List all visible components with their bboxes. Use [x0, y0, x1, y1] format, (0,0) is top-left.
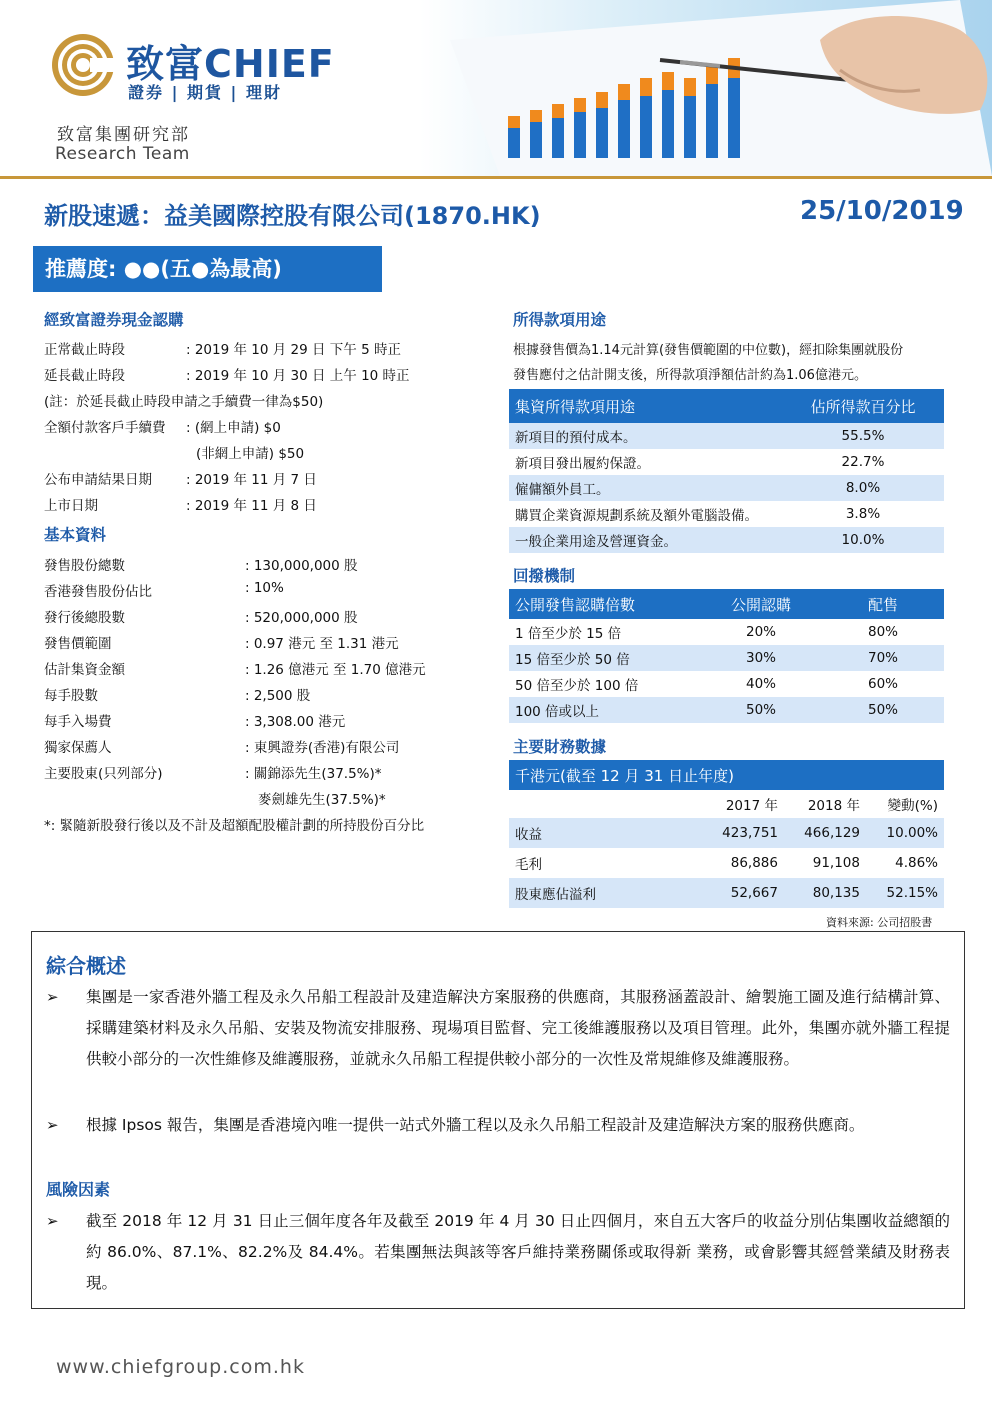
- table-cell: 15 倍至少於 50 倍: [509, 645, 700, 671]
- table-cell: 50 倍至少於 100 倍: [509, 671, 700, 697]
- table-row: [509, 449, 944, 475]
- bullet-arrow-icon: ➢: [46, 1212, 59, 1230]
- row-value: : 東興證券(香港)有限公司: [245, 740, 400, 756]
- table-row: [509, 848, 944, 878]
- table-cell: 86,886: [682, 848, 784, 878]
- table-header-row: [509, 589, 944, 619]
- risk-paragraph: 截至 2018 年 12 月 31 日止三個年度各年及截至 2019 年 4 月 30 日止四個月，來自五大客戶的收益分別佔集團收益總額的約 86.0%、87.1%、82.2%及 84.4%。若集團無法與該等客戶維持業務關係或取得新 業務，或會影響其經營業績及財務表現。: [86, 1212, 950, 1292]
- data-source-note: 資料來源: 公司招股書: [826, 916, 933, 929]
- rating-banner: 推薦度: ●●(五●為最高): [33, 246, 382, 292]
- table-row: [509, 645, 944, 671]
- row-value: : 2019 年 10 月 29 日 下午 5 時正: [186, 342, 401, 358]
- summary-paragraph: 根據 Ipsos 報告，集團是香港境內唯一提供一站式外牆工程以及永久吊船工程設計及建造解決方案的服務供應商。: [86, 1116, 865, 1134]
- table-cell: 4.86%: [866, 848, 944, 878]
- row-value: : 520,000,000 股: [245, 610, 358, 626]
- table-cell: 80,135: [784, 878, 866, 908]
- row-label: 每手股數: [44, 688, 98, 704]
- table-header-row: [509, 760, 944, 790]
- row-label: 香港發售股份佔比: [44, 584, 152, 600]
- table-cell: 3.8%: [782, 501, 944, 527]
- clawback-section-title: 回撥機制: [513, 567, 576, 585]
- table-cell: 30%: [700, 645, 822, 671]
- table-cell: 91,108: [784, 848, 866, 878]
- table-row: [509, 527, 944, 553]
- department-name-zh: 致富集團研究部: [57, 125, 190, 145]
- table-row: [509, 878, 944, 908]
- row-value: : (網上申請) $0: [186, 420, 281, 436]
- table-header-cell: 千港元(截至 12 月 31 日止年度): [509, 760, 944, 790]
- table-row: [509, 818, 944, 848]
- subscription-section-title: 經致富證券現金認購: [44, 311, 184, 329]
- proceeds-description-line: 根據發售價為1.14元計算(發售價範圍的中位數)，經扣除集團就股份: [513, 343, 904, 358]
- table-cell: 一般企業用途及營運資金。: [509, 527, 782, 553]
- table-cell: 60%: [822, 671, 944, 697]
- financials-table: [509, 760, 944, 908]
- table-row: [509, 423, 944, 449]
- brand-tagline: 證券 | 期貨 | 理財: [128, 83, 282, 102]
- table-row: [509, 671, 944, 697]
- table-cell: 購買企業資源規劃系統及額外電腦設備。: [509, 501, 782, 527]
- subscription-note: (註：於延長截止時段申請之手續費一律為$50): [44, 394, 324, 410]
- table-cell: 1 倍至少於 15 倍: [509, 619, 700, 645]
- table-cell: 50%: [700, 697, 822, 723]
- proceeds-table: [509, 389, 944, 553]
- row-label: 發售股份總數: [44, 558, 125, 574]
- row-value: : 130,000,000 股: [245, 558, 358, 574]
- table-cell: 僱傭額外員工。: [509, 475, 782, 501]
- department-name-en: Research Team: [55, 144, 190, 164]
- table-cell: 70%: [822, 645, 944, 671]
- row-value: : 2019 年 11 月 8 日: [186, 498, 317, 514]
- bullet-arrow-icon: ➢: [46, 1116, 59, 1134]
- row-value: : 3,308.00 港元: [245, 714, 346, 730]
- table-cell: 新項目的預付成本。: [509, 423, 782, 449]
- fee-offline: (非網上申請) $50: [196, 446, 305, 462]
- table-cell: 40%: [700, 671, 822, 697]
- clawback-table: [509, 589, 944, 723]
- table-header-cell: 公開發售認購倍數: [509, 589, 700, 619]
- table-cell: [509, 790, 682, 818]
- table-header-cell: 集資所得款項用途: [509, 389, 782, 423]
- column-label: 2017 年: [682, 790, 784, 818]
- report-title: 新股速遞：益美國際控股有限公司(1870.HK): [44, 202, 541, 230]
- table-column-row: [509, 790, 944, 818]
- footer-website[interactable]: www.chiefgroup.com.hk: [56, 1356, 305, 1378]
- table-cell: 收益: [509, 818, 682, 848]
- row-label: 發行後總股數: [44, 610, 125, 626]
- table-cell: 10.00%: [866, 818, 944, 848]
- table-header-cell: 佔所得款百分比: [782, 389, 944, 423]
- basic-info-section-title: 基本資料: [44, 526, 107, 544]
- row-label: 每手入場費: [44, 714, 112, 730]
- proceeds-description-line: 發售應付之估計開支後，所得款項淨額估計約為1.06億港元。: [513, 368, 867, 383]
- row-label: 上市日期: [44, 498, 98, 514]
- table-row: [509, 697, 944, 723]
- report-date: 25/10/2019: [800, 196, 964, 226]
- shareholding-footnote: *: 緊隨新股發行後以及不計及超額配股權計劃的所持股份百分比: [44, 818, 425, 834]
- table-cell: 80%: [822, 619, 944, 645]
- row-label: 估計集資金額: [44, 662, 125, 678]
- column-label: 2018 年: [784, 790, 866, 818]
- table-cell: 新項目發出履約保證。: [509, 449, 782, 475]
- header-hero-image: [420, 0, 992, 176]
- table-row: [509, 501, 944, 527]
- row-label: 全額付款客戶手續費: [44, 420, 166, 436]
- proceeds-section-title: 所得款項用途: [513, 311, 607, 329]
- table-cell: 466,129: [784, 818, 866, 848]
- table-cell: 8.0%: [782, 475, 944, 501]
- row-value: : 2,500 股: [245, 688, 311, 704]
- table-cell: 52.15%: [866, 878, 944, 908]
- table-row: [509, 475, 944, 501]
- financials-section-title: 主要財務數據: [513, 738, 607, 756]
- row-label: 公布申請結果日期: [44, 472, 152, 488]
- table-header-cell: 配售: [822, 589, 944, 619]
- table-cell: 10.0%: [782, 527, 944, 553]
- table-cell: 423,751: [682, 818, 784, 848]
- second-shareholder: 麥劍雄先生(37.5%)*: [258, 792, 386, 808]
- bullet-arrow-icon: ➢: [46, 988, 59, 1006]
- table-cell: 毛利: [509, 848, 682, 878]
- row-value: : 1.26 億港元 至 1.70 億港元: [245, 662, 426, 678]
- summary-title: 綜合概述: [46, 954, 126, 978]
- row-label: 獨家保薦人: [44, 740, 112, 756]
- row-label: 正常截止時段: [44, 342, 125, 358]
- row-label: 延長截止時段: [44, 368, 125, 384]
- row-value: : 2019 年 11 月 7 日: [186, 472, 317, 488]
- header-divider: [0, 176, 992, 179]
- row-label: 發售價範圍: [44, 636, 112, 652]
- table-cell: 100 倍或以上: [509, 697, 700, 723]
- table-header-cell: 公開認購: [700, 589, 822, 619]
- table-cell: 股東應佔溢利: [509, 878, 682, 908]
- row-value: : 關錦添先生(37.5%)*: [245, 766, 382, 782]
- row-value: : 10%: [245, 580, 284, 596]
- table-cell: 20%: [700, 619, 822, 645]
- table-cell: 22.7%: [782, 449, 944, 475]
- table-row: [509, 619, 944, 645]
- table-cell: 52,667: [682, 878, 784, 908]
- column-label: 變動(%): [866, 790, 944, 818]
- summary-paragraph: 集團是一家香港外牆工程及永久吊船工程設計及建造解決方案服務的供應商，其服務涵蓋設計、繪製施工圖及進行結構計算、採購建築材料及永久吊船、安裝及物流安排服務、現場項目監督、完工後維護服務以及項目管理。此外，集團亦就外牆工程提供較小部分的一次性維修及維護服務，並就永久吊船工程提供較小部分的一次性及常規維修及維護服務。: [86, 988, 950, 1068]
- table-cell: 55.5%: [782, 423, 944, 449]
- row-value: : 0.97 港元 至 1.31 港元: [245, 636, 399, 652]
- row-label: 主要股東(只列部分): [44, 766, 163, 782]
- table-header-row: [509, 389, 944, 423]
- brand-name: 致富CHIEF: [126, 42, 335, 86]
- row-value: : 2019 年 10 月 30 日 上午 10 時正: [186, 368, 410, 384]
- risk-factors-title: 風險因素: [46, 1180, 111, 1199]
- table-cell: 50%: [822, 697, 944, 723]
- chief-logo-icon: [50, 32, 116, 98]
